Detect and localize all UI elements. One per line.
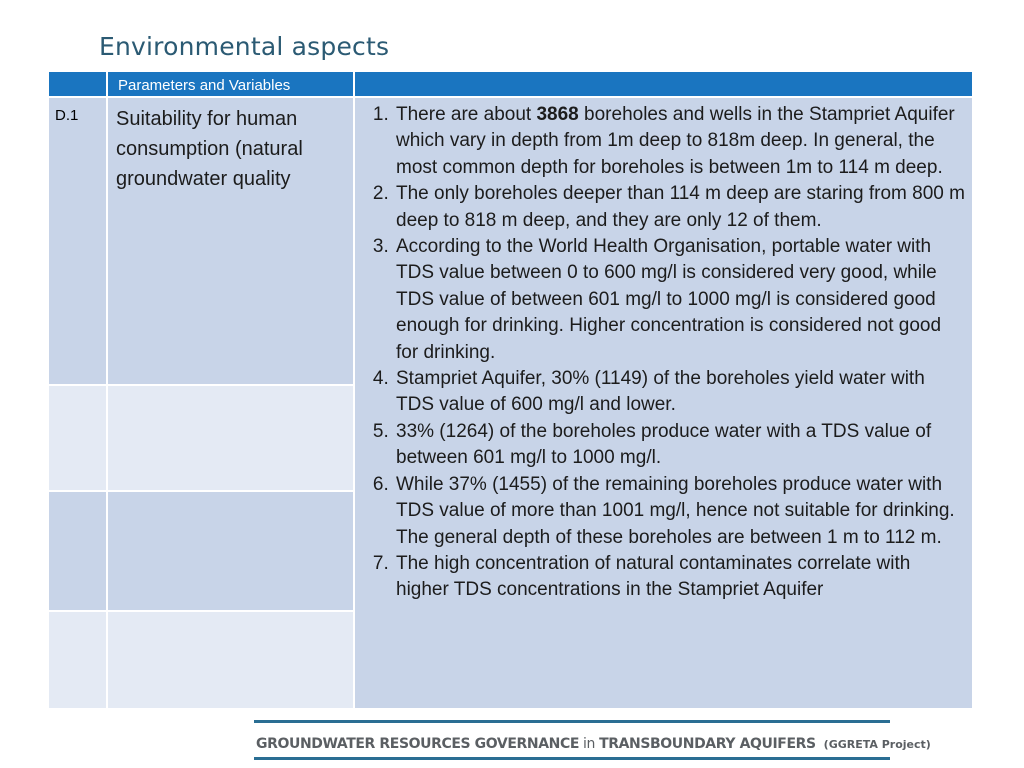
footer-text-in: in xyxy=(578,736,600,752)
footer-text-governance: GROUNDWATER RESOURCES GOVERNANCE xyxy=(256,736,579,752)
parameter-text: Suitability for human consumption (natural groundwater quality xyxy=(116,108,303,190)
empty-cell xyxy=(49,492,106,610)
list-item: 6. While 37% (1455) of the remaining boreholes produce water with TDS value of more than 1001 mg/l, hence not suitable for drinking. The general depth of these boreholes are between 1 m to 112 m. xyxy=(394,472,966,551)
row-code: D.1 xyxy=(55,107,79,124)
footer-banner xyxy=(256,733,931,752)
empty-cell xyxy=(108,492,353,610)
empty-cell xyxy=(49,386,106,490)
list-item: 2. The only boreholes deeper than 114 m deep are staring from 800 m deep to 818 m deep, and they are only 12 of them. xyxy=(394,181,966,234)
list-item: 7. The high concentration of natural contaminates correlate with higher TDS concentrations in the Stampriet Aquifer xyxy=(394,551,966,604)
list-item: 4. Stampriet Aquifer, 30% (1149) of the boreholes yield water with TDS value of 600 mg/l and lower. xyxy=(394,366,966,419)
header-cell-code xyxy=(49,72,106,96)
parameter-cell xyxy=(108,98,353,384)
details-cell xyxy=(355,98,972,708)
empty-cell xyxy=(108,612,353,708)
empty-cell xyxy=(108,386,353,490)
parameters-table xyxy=(49,72,972,708)
header-cell-details xyxy=(355,72,972,96)
footer-divider-bottom xyxy=(254,757,890,760)
list-item: 3. According to the World Health Organisation, portable water with TDS value between 0 to 600 mg/l is considered very good, while TDS value of between 601 mg/l to 1000 mg/l is considered good enough for drinking. Higher concentration is considered not good for drinking. xyxy=(394,234,966,366)
empty-cell xyxy=(49,612,106,708)
header-label-parameters: Parameters and Variables xyxy=(118,77,291,94)
header-cell-parameters xyxy=(108,72,353,96)
footer-divider-top xyxy=(254,720,890,723)
footer-text-aquifers: TRANSBOUNDARY AQUIFERS xyxy=(599,736,816,752)
details-list xyxy=(362,102,966,604)
list-item: 1. There are about 3868 boreholes and wells in the Stampriet Aquifer which vary in depth from 1m deep to 818m deep. In general, the most common depth for boreholes is between 1m to 114 m deep. xyxy=(394,102,966,181)
footer-project-name: (GGRETA Project) xyxy=(823,738,931,751)
slide-title: Environmental aspects xyxy=(99,32,390,61)
row-code-cell xyxy=(49,98,106,384)
list-item: 5. 33% (1264) of the boreholes produce water with a TDS value of between 601 mg/l to 1000 mg/l. xyxy=(394,419,966,472)
